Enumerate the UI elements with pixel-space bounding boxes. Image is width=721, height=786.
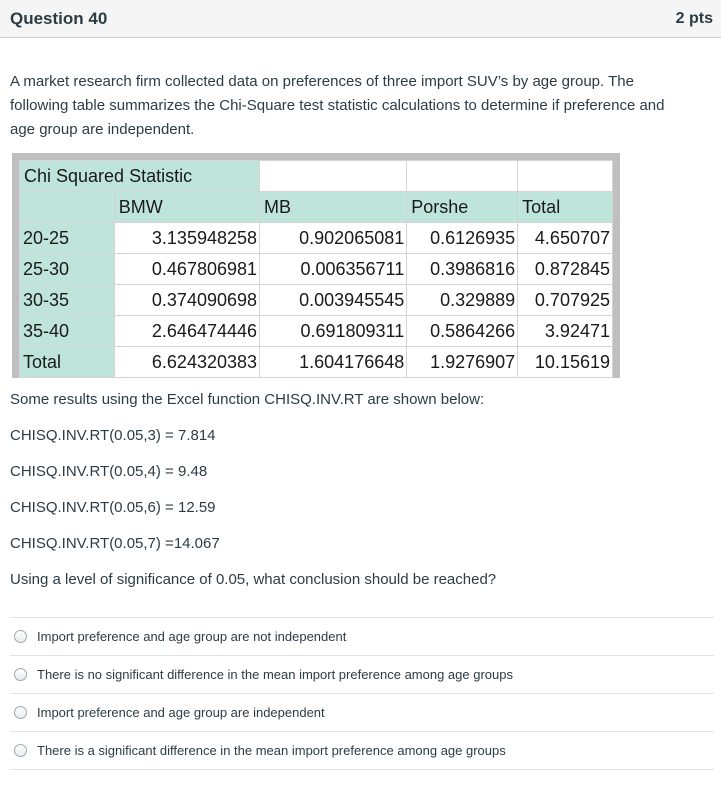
question-header <box>0 0 721 38</box>
table-header-row <box>20 192 613 223</box>
question-title: Question 40 <box>10 8 108 28</box>
table-cell <box>260 161 407 192</box>
answer-label[interactable]: Import preference and age group are independent <box>37 705 325 720</box>
table-cell: 0.3986816 <box>407 254 518 285</box>
column-header-total: Total <box>518 192 613 223</box>
row-label: 30-35 <box>20 285 115 316</box>
row-label: Total <box>20 347 115 378</box>
table-cell: 0.707925 <box>518 285 613 316</box>
intro-line: age group are independent. <box>10 121 195 138</box>
table-cell: 1.9276907 <box>407 347 518 378</box>
table-cell: 1.604176648 <box>260 347 407 378</box>
table-row <box>20 316 613 347</box>
excel-result: CHISQ.INV.RT(0.05,3) = 7.814 <box>10 427 216 444</box>
table-row <box>20 285 613 316</box>
table-cell: 0.329889 <box>407 285 518 316</box>
question-intro <box>10 70 710 142</box>
table-cell: 0.003945545 <box>260 285 407 316</box>
question-prompt: Using a level of significance of 0.05, what conclusion should be reached? <box>10 571 497 588</box>
table-cell: 0.5864266 <box>407 316 518 347</box>
radio-button[interactable] <box>14 668 27 681</box>
table-cell: 2.646474446 <box>114 316 259 347</box>
table-cell: 4.650707 <box>518 223 613 254</box>
chi-squared-table-frame <box>12 153 620 378</box>
table-title: Chi Squared Statistic <box>20 161 260 192</box>
answer-label[interactable]: Import preference and age group are not independent <box>37 629 347 644</box>
column-header-porshe: Porshe <box>407 192 518 223</box>
chi-squared-table <box>19 160 613 378</box>
table-cell: 0.902065081 <box>260 223 407 254</box>
table-title-row <box>20 161 613 192</box>
table-cell <box>518 161 613 192</box>
answer-label[interactable]: There is no significant difference in the mean import preference among age groups <box>37 667 513 682</box>
table-cell: 0.691809311 <box>260 316 407 347</box>
intro-line: A market research firm collected data on preferences of three import SUV’s by age group. The <box>10 73 634 90</box>
intro-line: following table summarizes the Chi-Square test statistic calculations to determine if preference and <box>10 97 665 114</box>
row-label: 25-30 <box>20 254 115 285</box>
row-label: 35-40 <box>20 316 115 347</box>
table-cell: 10.15619 <box>518 347 613 378</box>
answer-option[interactable] <box>10 655 714 693</box>
radio-button[interactable] <box>14 744 27 757</box>
answer-label[interactable]: There is a significant difference in the mean import preference among age groups <box>37 743 506 758</box>
table-row <box>20 347 613 378</box>
answer-list <box>10 617 714 770</box>
row-label: 20-25 <box>20 223 115 254</box>
table-cell: 3.92471 <box>518 316 613 347</box>
excel-result: CHISQ.INV.RT(0.05,6) = 12.59 <box>10 499 216 516</box>
table-cell: 0.872845 <box>518 254 613 285</box>
table-cell <box>407 161 518 192</box>
excel-result: CHISQ.INV.RT(0.05,7) =14.067 <box>10 535 220 552</box>
table-cell: 0.6126935 <box>407 223 518 254</box>
radio-button[interactable] <box>14 706 27 719</box>
answer-option[interactable] <box>10 617 714 655</box>
question-points: 2 pts <box>675 9 713 27</box>
excel-result: CHISQ.INV.RT(0.05,4) = 9.48 <box>10 463 208 480</box>
table-row <box>20 223 613 254</box>
table-cell: 0.467806981 <box>114 254 259 285</box>
excel-note: Some results using the Excel function CHISQ.INV.RT are shown below: <box>10 391 485 408</box>
answer-option[interactable] <box>10 731 714 770</box>
table-cell: 0.006356711 <box>260 254 407 285</box>
table-cell: 6.624320383 <box>114 347 259 378</box>
table-cell: 0.374090698 <box>114 285 259 316</box>
table-cell <box>20 192 115 223</box>
answer-option[interactable] <box>10 693 714 731</box>
table-row <box>20 254 613 285</box>
column-header-mb: MB <box>260 192 407 223</box>
column-header-bmw: BMW <box>114 192 259 223</box>
table-cell: 3.135948258 <box>114 223 259 254</box>
radio-button[interactable] <box>14 630 27 643</box>
